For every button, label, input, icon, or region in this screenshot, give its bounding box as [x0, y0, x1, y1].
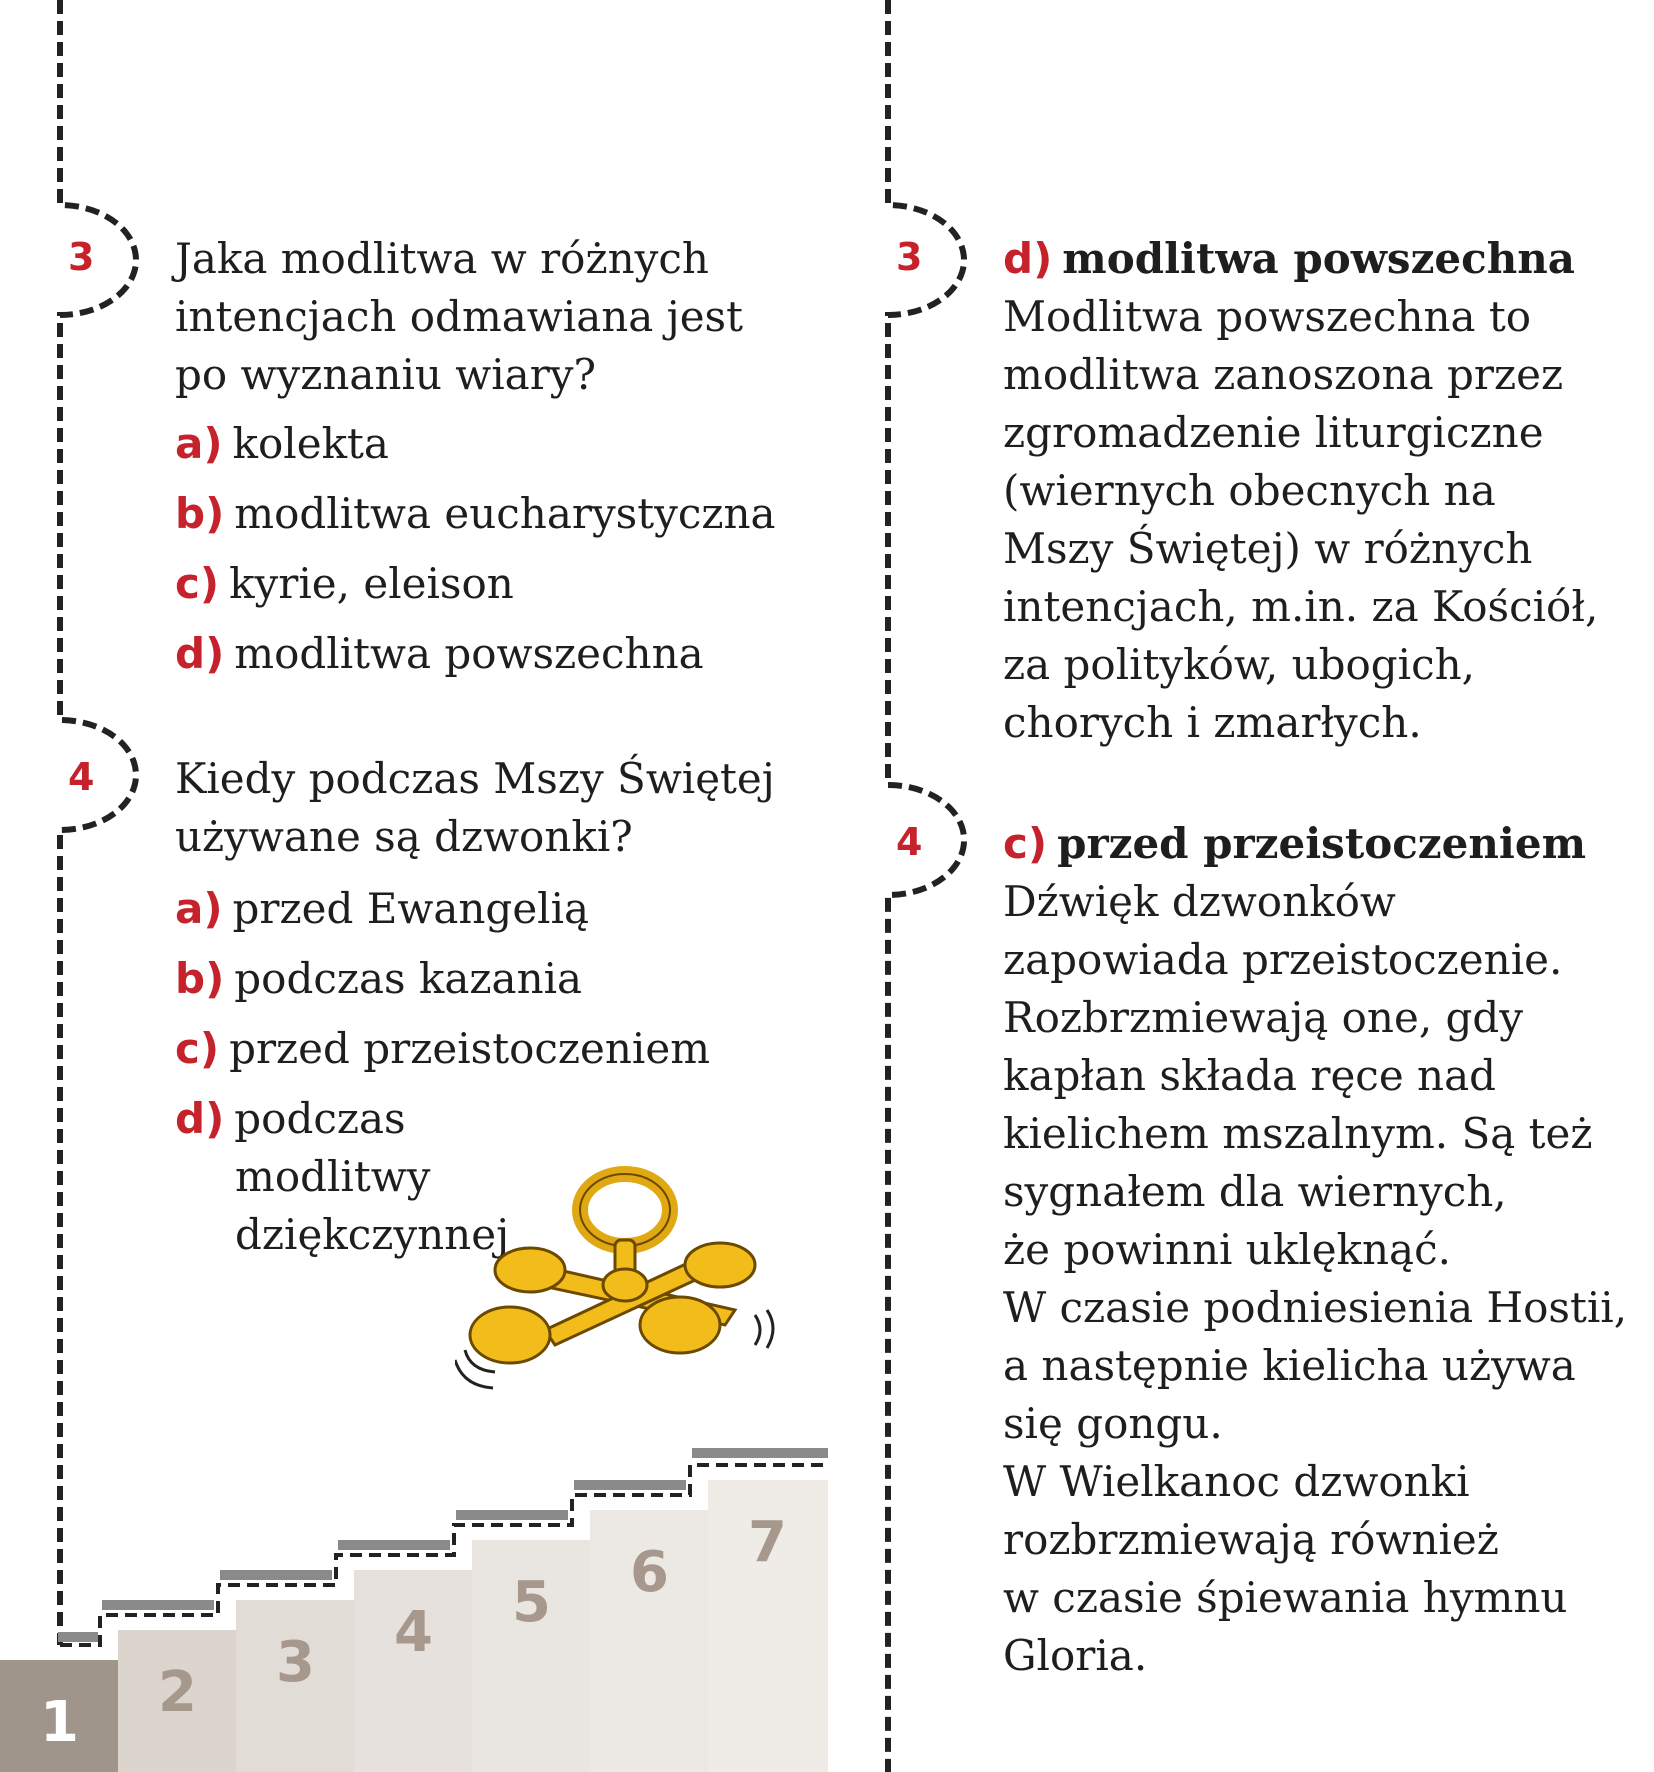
step-number-7: 7 — [748, 1510, 787, 1575]
answer-line: a następnie kielicha używa — [1003, 1341, 1576, 1390]
step-number-2: 2 — [158, 1660, 197, 1725]
altar-bells-icon — [455, 1160, 795, 1400]
answer-line: chorych i zmarłych. — [1003, 698, 1422, 747]
answer-4-number: 4 — [896, 820, 923, 864]
question-3-option-b[interactable] — [175, 485, 776, 543]
question-3-line: intencjach odmawiana jest — [175, 292, 743, 341]
answer-line: Rozbrzmiewają one, gdy — [1003, 993, 1524, 1042]
answer-line: intencjach, m.in. za Kościół, — [1003, 582, 1599, 631]
option-text: modlitwa eucharystyczna — [234, 489, 776, 538]
answer-line: zgromadzenie liturgiczne — [1003, 408, 1544, 457]
answer-line: (wiernych obecnych na — [1003, 466, 1496, 515]
answer-line: Modlitwa powszechna to — [1003, 292, 1532, 341]
answer-line: kapłan składa ręce nad — [1003, 1051, 1497, 1100]
question-4-line: Kiedy podczas Mszy Świętej — [175, 754, 775, 803]
step-number-6: 6 — [630, 1540, 669, 1605]
step-number-1: 1 — [40, 1690, 79, 1755]
option-letter: c) — [175, 559, 220, 608]
option-letter: d) — [175, 1094, 225, 1143]
answer-line: W czasie podniesienia Hostii, — [1003, 1283, 1628, 1332]
answer-4-heading — [1003, 815, 1643, 873]
answer-line: się gongu. — [1003, 1399, 1223, 1448]
option-letter: a) — [175, 884, 223, 933]
option-letter: a) — [175, 419, 223, 468]
answer-line: że powinni uklęknąć. — [1003, 1225, 1451, 1274]
answer-letter: c) — [1003, 819, 1048, 868]
answer-heading-text: modlitwa powszechna — [1062, 234, 1576, 283]
answer-heading-text: przed przeistoczeniem — [1057, 819, 1587, 868]
answer-3-heading — [1003, 230, 1643, 288]
question-3-text — [175, 230, 743, 404]
step-number-4: 4 — [394, 1600, 433, 1665]
option-text: dziękczynnej — [235, 1210, 510, 1259]
option-text: modlitwa powszechna — [234, 629, 704, 678]
question-3-number: 3 — [68, 235, 95, 279]
option-text: kolekta — [232, 419, 389, 468]
option-text: podczas — [234, 1094, 406, 1143]
answer-line: rozbrzmiewają również — [1003, 1515, 1499, 1564]
answer-line: w czasie śpiewania hymnu — [1003, 1573, 1568, 1622]
question-4-line: używane są dzwonki? — [175, 812, 633, 861]
question-4-option-c[interactable] — [175, 1020, 710, 1078]
option-text: przed Ewangelią — [232, 884, 590, 933]
question-3-line: po wyznaniu wiary? — [175, 350, 597, 399]
option-text: modlitwy — [235, 1152, 431, 1201]
answer-3-block — [1003, 230, 1643, 752]
question-3-option-c[interactable] — [175, 555, 514, 613]
option-text: przed przeistoczeniem — [229, 1024, 711, 1073]
answer-line: modlitwa zanoszona przez — [1003, 350, 1564, 399]
answer-4-block — [1003, 815, 1643, 1685]
answer-line: W Wielkanoc dzwonki — [1003, 1457, 1470, 1506]
answer-card — [828, 0, 1654, 1772]
answer-line: Dźwięk dzwonków — [1003, 877, 1396, 926]
answer-line: Mszy Świętej) w różnych — [1003, 524, 1533, 573]
option-text: podczas kazania — [234, 954, 583, 1003]
question-4-option-b[interactable] — [175, 950, 582, 1008]
answer-3-number: 3 — [896, 235, 923, 279]
question-4-option-a[interactable] — [175, 880, 589, 938]
answer-line: sygnałem dla wiernych, — [1003, 1167, 1507, 1216]
step-number-3: 3 — [276, 1630, 315, 1695]
step-number-5: 5 — [512, 1570, 551, 1635]
option-letter: d) — [175, 629, 225, 678]
answer-letter: d) — [1003, 234, 1053, 283]
question-4-number: 4 — [68, 755, 95, 799]
question-3-option-a[interactable] — [175, 415, 389, 473]
answer-line: za polityków, ubogich, — [1003, 640, 1476, 689]
option-letter: c) — [175, 1024, 220, 1073]
question-4-text — [175, 750, 775, 866]
answer-line: Gloria. — [1003, 1631, 1148, 1680]
option-letter: b) — [175, 489, 225, 538]
answer-line: kielichem mszalnym. Są też — [1003, 1109, 1593, 1158]
option-letter: b) — [175, 954, 225, 1003]
option-text: kyrie, eleison — [229, 559, 514, 608]
question-3-line: Jaka modlitwa w różnych — [175, 234, 709, 283]
question-3-option-d[interactable] — [175, 625, 704, 683]
answer-line: zapowiada przeistoczenie. — [1003, 935, 1563, 984]
